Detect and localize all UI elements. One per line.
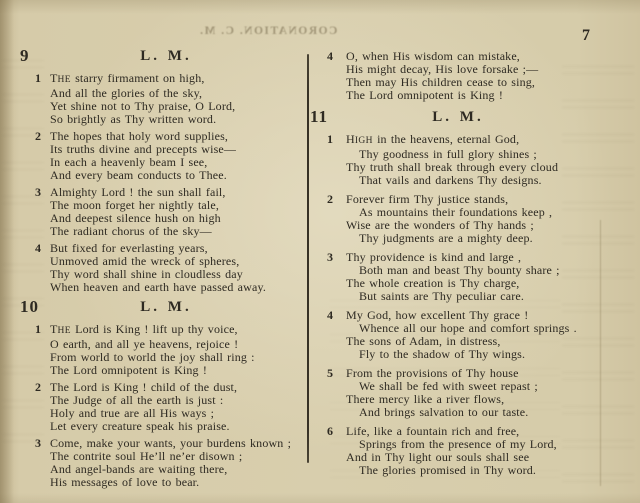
verse	[322, 193, 594, 245]
bleedthrough-line	[600, 220, 601, 486]
bleedthrough-title: CORONATION. C. M.	[198, 25, 338, 37]
verse-line: Fly to the shadow of Thy wings.	[359, 347, 526, 361]
verse-line: And every beam conducts to Thee.	[50, 168, 227, 182]
verse-line: 4 O, when His wisdom can mistake,	[327, 49, 520, 63]
verse	[26, 323, 306, 377]
verse-line: The Lord omnipotent is King !	[50, 363, 207, 377]
verse-line: That vails and darkens Thy designs.	[359, 173, 542, 187]
smallcaps-lead-word: THE	[50, 322, 71, 336]
verse-line: 4 But fixed for everlasting years,	[35, 241, 208, 255]
verse-line: Whence all our hope and comfort springs .	[359, 321, 577, 335]
hymn-heading	[20, 46, 306, 66]
verse	[322, 50, 594, 102]
verse-number: 6	[327, 424, 334, 438]
verse	[322, 309, 594, 361]
verse-line: The contrite soul He’ll ne’er disown ;	[50, 449, 243, 463]
verse-line: 3 Thy providence is kind and large ,	[327, 250, 522, 264]
verse-line: 3 Come, make your wants, your burdens known ;	[35, 436, 292, 450]
verse-line: Holy and true are all His ways ;	[50, 406, 215, 420]
verse-line: 1 THE Lord is King ! lift up thy voice,	[35, 322, 238, 336]
verse-number: 3	[35, 185, 42, 199]
verse-line: Then may His children cease to sing,	[346, 75, 536, 89]
verse-line: 1 THE starry firmament on high,	[35, 71, 205, 85]
verse-line: The radiant chorus of the sky—	[50, 224, 212, 238]
hymn-meter: L. M.	[140, 48, 192, 64]
page-gutter-shadow	[0, 0, 14, 503]
verse-line: In each a heavenly beam I see,	[50, 155, 208, 169]
verse-number: 4	[327, 49, 334, 63]
verse-line: And deepest silence hush on high	[50, 211, 221, 225]
verse-number: 3	[35, 436, 42, 450]
verse-line: 3 Almighty Lord ! the sun shall fail,	[35, 185, 226, 199]
column-divider-rule	[307, 54, 309, 463]
verse	[26, 381, 306, 433]
verse-number: 4	[35, 241, 42, 255]
verse-line: Thy goodness in full glory shines ;	[359, 147, 537, 161]
verse-line: His might decay, His love forsake ;—	[346, 62, 539, 76]
smallcaps-lead-word: HIGH	[346, 132, 373, 146]
verse-line: Thy word shall shine in cloudless day	[50, 267, 243, 281]
hymn-number: 9	[20, 46, 30, 65]
verse-line: Its truths divine and precepts wise—	[50, 142, 237, 156]
verse-line: We shall be fed with sweet repast ;	[359, 379, 538, 393]
verse-line: So brightly as Thy written word.	[50, 112, 217, 126]
smallcaps-lead-word: THE	[50, 71, 71, 85]
smallcaps-rest: HE	[57, 326, 71, 336]
verse-line: And angel-bands are waiting there,	[50, 462, 228, 476]
verse-line: The Lord omnipotent is King !	[346, 88, 503, 102]
verse-number: 1	[35, 322, 42, 336]
verse-line: There mercy like a river flows,	[346, 392, 505, 406]
verse-number: 3	[327, 250, 334, 264]
verse-line: 2 The Lord is King ! child of the dust,	[35, 380, 238, 394]
verse-number: 4	[327, 308, 334, 322]
verse-line: O earth, and all ye heavens, rejoice !	[50, 337, 239, 351]
verse-line: Unmoved amid the wreck of spheres,	[50, 254, 240, 268]
verse-number: 5	[327, 366, 334, 380]
page-bottom-shadow	[0, 493, 640, 503]
verse-line: But saints are Thy peculiar care.	[359, 289, 525, 303]
verse-line: The Judge of all the earth is just :	[50, 393, 224, 407]
verse-number: 2	[35, 129, 42, 143]
hymn-heading	[310, 107, 594, 127]
verse-line: Springs from the presence of my Lord,	[359, 437, 557, 451]
verse	[26, 72, 306, 126]
verse-line: Let every creature speak his praise.	[50, 419, 230, 433]
verse-line: 6 Life, like a fountain rich and free,	[327, 424, 520, 438]
hymn-meter: L. M.	[432, 109, 484, 125]
verse-line: Wise are the wonders of Thy hands ;	[346, 218, 534, 232]
verse-line: Yet shine not to Thy praise, O Lord,	[50, 99, 236, 113]
verse-number: 1	[327, 132, 334, 146]
verse-line: From world to world the joy shall ring :	[50, 350, 255, 364]
left-column	[20, 44, 306, 493]
verse-line: As mountains their foundations keep ,	[359, 205, 553, 219]
verse-line: Thy judgments are a mighty deep.	[359, 231, 533, 245]
page-top-shadow	[0, 0, 640, 14]
verse	[322, 367, 594, 419]
verse-line: The moon forget her nightly tale,	[50, 198, 220, 212]
verse-number: 2	[35, 380, 42, 394]
verse-line: And brings salvation to our taste.	[359, 405, 529, 419]
hymn-heading	[20, 297, 306, 317]
verse-line: His messages of love to bear.	[50, 475, 200, 489]
smallcaps-rest: HE	[57, 75, 71, 85]
verse	[322, 251, 594, 303]
hymn-number: 10	[20, 297, 39, 316]
smallcaps-rest: IGH	[354, 136, 373, 146]
verse-line: Both man and beast Thy bounty share ;	[359, 263, 560, 277]
right-column	[310, 49, 594, 483]
verse-number: 2	[327, 192, 334, 206]
verse	[26, 186, 306, 238]
verse-line: 2 Forever firm Thy justice stands,	[327, 192, 509, 206]
verse-line: 5 From the provisions of Thy house	[327, 366, 519, 380]
verse	[26, 437, 306, 489]
hymn-meter: L. M.	[140, 299, 192, 315]
hymn-number: 11	[310, 107, 329, 126]
verse-line: 4 My God, how excellent Thy grace !	[327, 308, 529, 322]
verse-line: 2 The hopes that holy word supplies,	[35, 129, 229, 143]
verse-line: And in Thy light our souls shall see	[346, 450, 530, 464]
verse-number: 1	[35, 71, 42, 85]
verse	[26, 242, 306, 294]
verse	[322, 425, 594, 477]
verse-line: 1 HIGH in the heavens, eternal God,	[327, 132, 520, 146]
verse-line: And all the glories of the sky,	[50, 86, 203, 100]
page-number: 7	[582, 27, 590, 44]
verse-line: Thy truth shall break through every cloud	[346, 160, 559, 174]
verse	[26, 130, 306, 182]
verse-line: The sons of Adam, in distress,	[346, 334, 501, 348]
verse	[322, 133, 594, 187]
verse-line: The glories promised in Thy word.	[359, 463, 537, 477]
verse-line: The whole creation is Thy charge,	[346, 276, 520, 290]
verse-line: When heaven and earth have passed away.	[50, 280, 266, 294]
